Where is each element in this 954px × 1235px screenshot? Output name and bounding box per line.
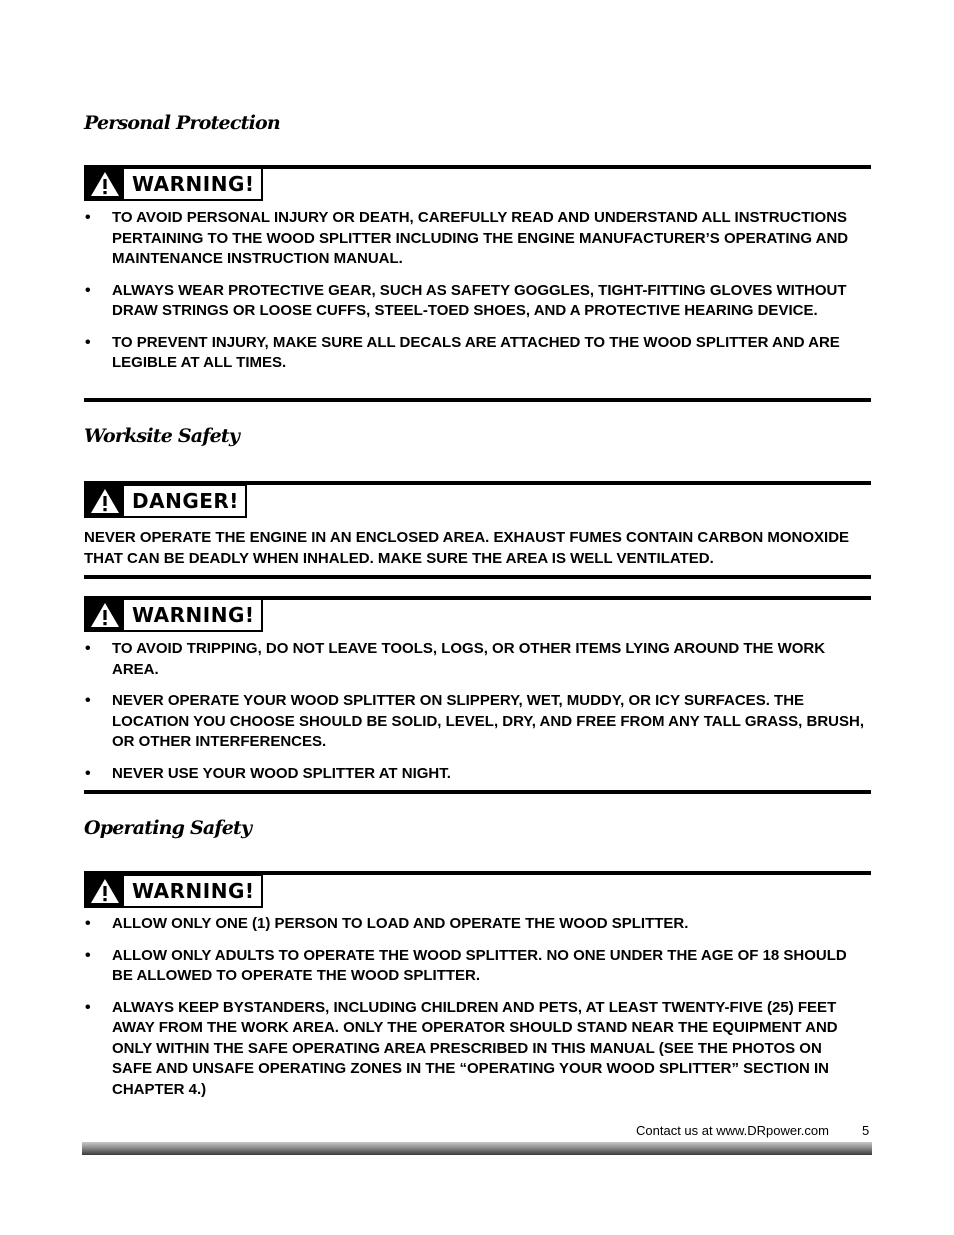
list-item: • ALLOW ONLY ADULTS TO OPERATE THE WOOD SPLITTER. NO ONE UNDER THE AGE OF 18 SHOULD BE ALLOWED TO OPERATE THE WOOD SPLITTER. — [84, 946, 864, 987]
list-item: • ALLOW ONLY ONE (1) PERSON TO LOAD AND OPERATE THE WOOD SPLITTER. — [84, 914, 864, 935]
danger-label: DANGER! — [132, 489, 239, 513]
warning-triangle-icon — [86, 600, 124, 630]
warning-label: WARNING! — [132, 172, 255, 196]
list-item: • ALWAYS KEEP BYSTANDERS, INCLUDING CHILDREN AND PETS, AT LEAST TWENTY-FIVE (25) FEET AWAY FROM THE WORK AREA. ONLY THE OPERATOR SHOULD STAND NEAR THE EQUIPMENT AND ONLY WITHIN THE SAFE OPERATING AREA PRESCRIBED IN THIS MANUAL (SEE THE PHOTOS ON SAFE AND UNSAFE OPERATING ZONES IN THE “OPERATING YOUR WOOD SPLITTER” SECTION IN CHAPTER 4.) — [84, 998, 864, 1101]
heading-personal-protection: Personal Protection — [84, 112, 280, 134]
danger-text: NEVER OPERATE THE ENGINE IN AN ENCLOSED AREA. EXHAUST FUMES CONTAIN CARBON MONOXIDE THAT CAN BE DEADLY WHEN INHALED. MAKE SURE THE AREA IS WELL VENTILATED. — [84, 529, 850, 567]
list-item: • NEVER USE YOUR WOOD SPLITTER AT NIGHT. — [84, 764, 864, 785]
operating-safety-list — [84, 914, 864, 1111]
section-bottom-rule — [84, 398, 871, 402]
warning-label: WARNING! — [132, 879, 255, 903]
list-item: • TO PREVENT INJURY, MAKE SURE ALL DECALS ARE ATTACHED TO THE WOOD SPLITTER AND ARE LEGIBLE AT ALL TIMES. — [84, 333, 864, 374]
worksite-safety-list — [84, 639, 864, 795]
page-number: 5 — [862, 1123, 870, 1138]
heading-worksite-safety: Worksite Safety — [84, 425, 240, 447]
list-item: • NEVER OPERATE YOUR WOOD SPLITTER ON SLIPPERY, WET, MUDDY, OR ICY SURFACES. THE LOCATION YOU CHOOSE SHOULD BE SOLID, LEVEL, DRY, AND FREE FROM ANY TALL GRASS, BRUSH, OR OTHER INTERFERENCES. — [84, 691, 864, 753]
list-item: • TO AVOID PERSONAL INJURY OR DEATH, CAREFULLY READ AND UNDERSTAND ALL INSTRUCTIONS PERTAINING TO THE WOOD SPLITTER INCLUDING THE ENGINE MANUFACTURER’S OPERATING AND MAINTENANCE INSTRUCTION MANUAL. — [84, 208, 864, 270]
footer-bar — [82, 1142, 872, 1155]
danger-triangle-icon — [86, 486, 124, 516]
footer-contact: Contact us at www.DRpower.com — [636, 1123, 829, 1138]
section-bottom-rule — [84, 575, 871, 579]
warning-label: WARNING! — [132, 603, 255, 627]
heading-operating-safety: Operating Safety — [84, 817, 252, 839]
section-bottom-rule — [84, 790, 871, 794]
warning-badge — [84, 167, 263, 201]
warning-badge — [84, 598, 263, 632]
danger-badge — [84, 484, 247, 518]
list-item: • TO AVOID TRIPPING, DO NOT LEAVE TOOLS, LOGS, OR OTHER ITEMS LYING AROUND THE WORK AREA. — [84, 639, 864, 680]
list-item: • ALWAYS WEAR PROTECTIVE GEAR, SUCH AS SAFETY GOGGLES, TIGHT-FITTING GLOVES WITHOUT DRAW STRINGS OR LOOSE CUFFS, STEEL-TOED SHOES, AND A PROTECTIVE HEARING DEVICE. — [84, 281, 864, 322]
warning-triangle-icon — [86, 169, 124, 199]
personal-protection-list — [84, 208, 864, 385]
warning-triangle-icon — [86, 876, 124, 906]
warning-badge — [84, 874, 263, 908]
